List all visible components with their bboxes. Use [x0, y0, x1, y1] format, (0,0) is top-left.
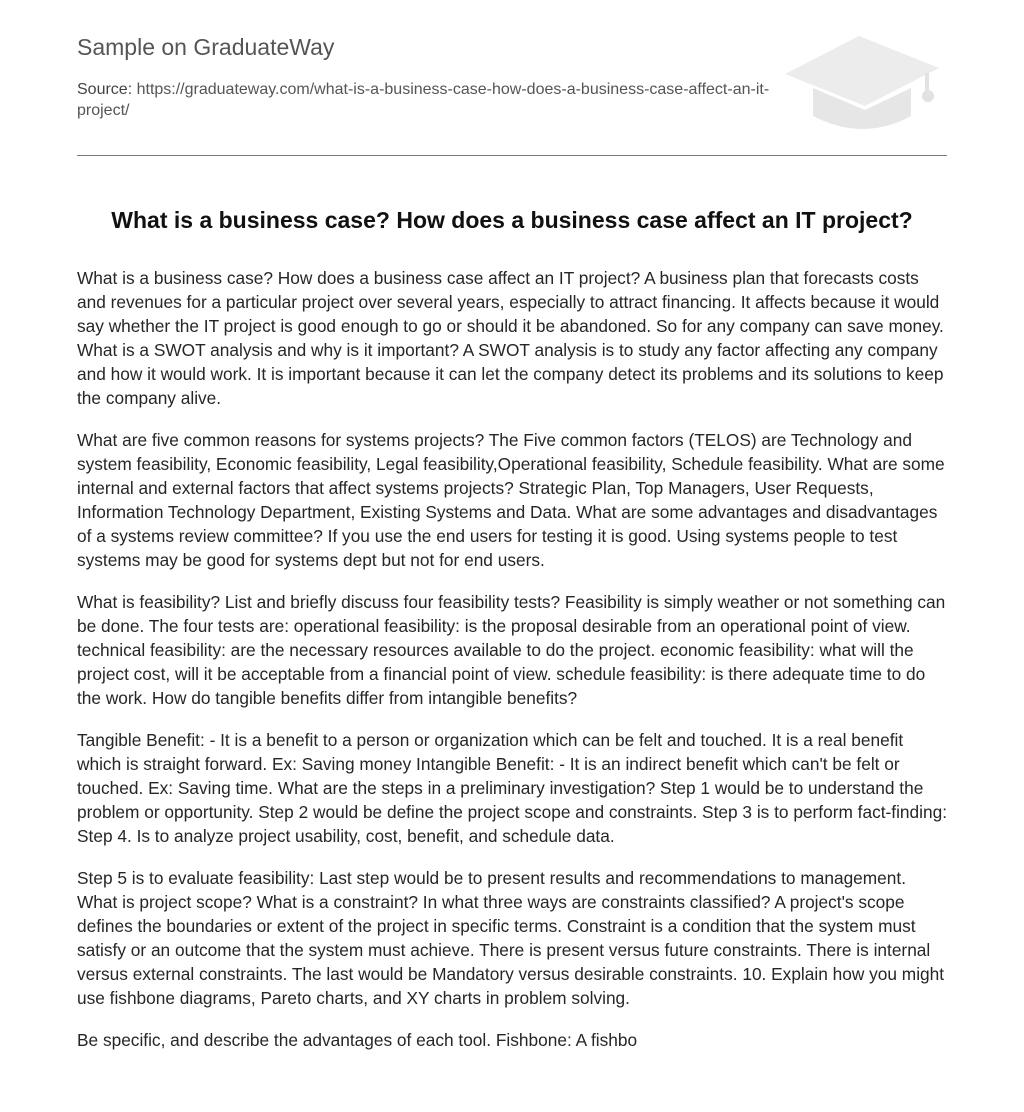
- page: [77, 0, 947, 1070]
- source-link[interactable]: https://graduateway.com/what-is-a-business-case-how-does-a-business-case-affect-an-it-project/: [77, 81, 770, 119]
- article-body: [77, 266, 947, 1052]
- paragraph: What are five common reasons for systems projects? The Five common factors (TELOS) are Technology and system feasibility, Economic feasibility, Legal feasibility,Operational feasibility, Schedule feasibility. What are some internal and external factors that affect systems projects? Strategic Plan, Top Managers, User Requests, Information Technology Department, Existing Systems and Data. What are some advantages and disadvantages of a systems review committee? If you use the end users for testing it is good. Using systems people to test systems may be good for systems dept but not for end users.: [77, 430, 945, 570]
- paragraph: Be specific, and describe the advantages of each tool. Fishbone: A fishbo: [77, 1030, 638, 1050]
- site-title: Sample on GraduateWay: [77, 34, 335, 60]
- paragraph: Tangible Benefit: - It is a benefit to a person or organization which can be felt and touched. It is a real benefit which is straight forward. Ex: Saving money Intangible Benefit: - It is an indirect benefit which can't be felt or touched. Ex: Saving time. What are the steps in a preliminary investigation? Step 1 would be to understand the problem or opportunity. Step 2 would be define the project scope and constraints. Step 3 is to perform fact-finding: Step 4. Is to analyze project usability, cost, benefit, and schedule data.: [77, 730, 947, 846]
- source-line: [77, 79, 777, 121]
- document-title: What is a business case? How does a business case affect an IT project?: [111, 207, 913, 233]
- header: [77, 0, 947, 156]
- graduation-cap-icon: [777, 30, 947, 134]
- source-label: Source:: [77, 81, 133, 98]
- paragraph: What is a business case? How does a business case affect an IT project? A business plan that forecasts costs and revenues for a particular project over several years, especially to attract financing. It affects because it would say whether the IT project is good enough to go or should it be abandoned. So for any company can save money. What is a SWOT analysis and why is it important? A SWOT analysis is to study any factor affecting any company and how it would work. It is important because it can let the company detect its problems and its solutions to keep the company alive.: [77, 268, 944, 408]
- paragraph: Step 5 is to evaluate feasibility: Last step would be to present results and recommendations to management. What is project scope? What is a constraint? In what three ways are constraints classified? A project's scope defines the boundaries or extent of the project in specific terms. Constraint is a condition that the system must satisfy or an outcome that the system must achieve. There is present versus future constraints. There is internal versus external constraints. The last would be Mandatory versus desirable constraints. 10. Explain how you might use fishbone diagrams, Pareto charts, and XY charts in problem solving.: [77, 868, 945, 1008]
- paragraph: What is feasibility? List and briefly discuss four feasibility tests? Feasibility is simply weather or not something can be done. The four tests are: operational feasibility: is the proposal desirable from an operational point of view. technical feasibility: are the necessary resources available to do the project. economic feasibility: what will the project cost, will it be acceptable from a financial point of view. schedule feasibility: is there adequate time to do the work. How do tangible benefits differ from intangible benefits?: [77, 592, 946, 708]
